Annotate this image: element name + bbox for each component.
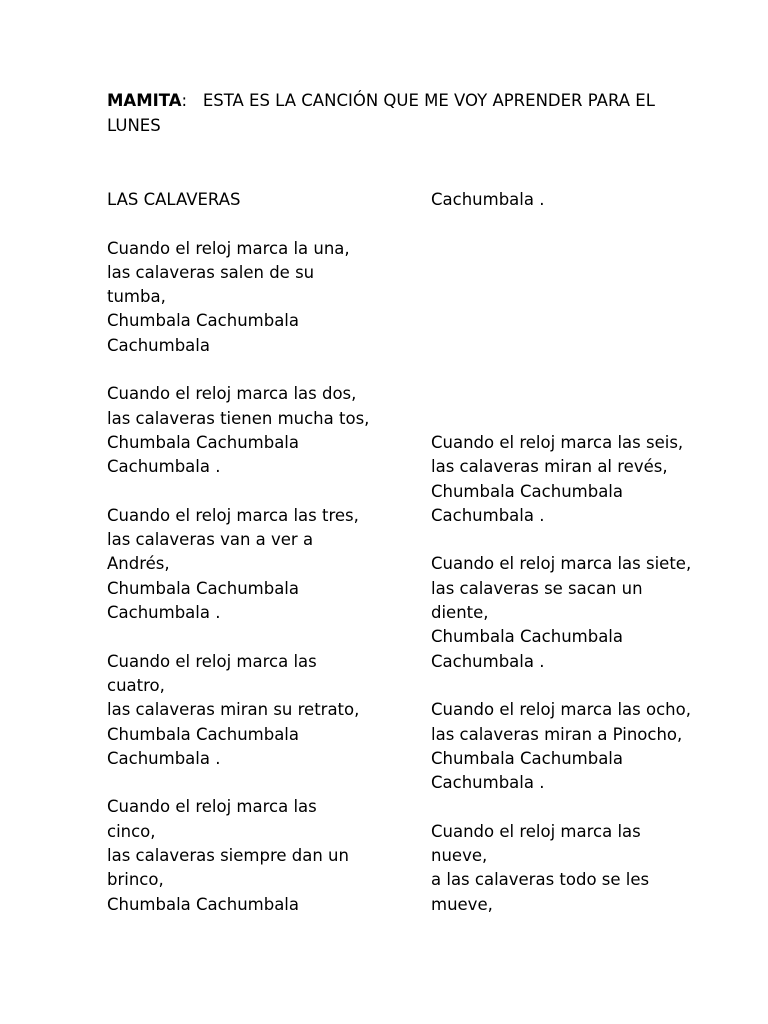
verse-line: las calaveras salen de su [107, 262, 315, 282]
spacer [107, 358, 392, 382]
verse-line: Cuando el reloj marca la una, [107, 238, 350, 258]
verse-line: mueve, [431, 894, 493, 914]
verse-line: Chumbala Cachumbala [107, 311, 300, 331]
verse-line: cuatro, [107, 675, 165, 695]
spacer [107, 625, 392, 649]
verse-line: Chumbala Cachumbala [107, 894, 300, 914]
spacer [431, 285, 726, 309]
left-column [107, 188, 392, 917]
spacer [431, 407, 726, 431]
verse-line: las calaveras miran a Pinocho, [431, 724, 683, 744]
verse-line: Cuando el reloj marca las siete, [431, 554, 692, 574]
stanza-cinco [107, 795, 392, 916]
verse-line: cinco, [107, 821, 156, 841]
page-heading [107, 89, 707, 138]
verse-line: Cuando el reloj marca las ocho, [431, 700, 691, 720]
heading-text: ESTA ES LA CANCIÓN QUE ME VOY APRENDER PARA EL [202, 91, 655, 110]
stanza-siete [431, 552, 726, 673]
heading-lead: MAMITA [107, 91, 182, 110]
verse-line: Chumbala Cachumbala [431, 627, 624, 647]
spacer [431, 212, 726, 236]
verse-line: las calaveras siempre dan un [107, 846, 349, 866]
stanza-tres [107, 504, 392, 625]
verse-line: Cachumbala . [107, 603, 221, 623]
spacer [431, 674, 726, 698]
song-title: LAS CALAVERAS [107, 190, 241, 209]
spacer [431, 358, 726, 382]
heading-text-2: LUNES [107, 115, 161, 135]
verse-line: Cuando el reloj marca las seis, [431, 432, 684, 452]
verse-line: Cuando el reloj marca las [107, 651, 317, 671]
stanza-cuatro [107, 650, 392, 771]
verse-line: Chumbala Cachumbala [431, 481, 624, 501]
continued-line: Cachumbala . [431, 190, 545, 209]
spacer [431, 309, 726, 333]
spacer [431, 382, 726, 406]
heading-colon: : [181, 91, 188, 110]
verse-line: las calaveras van a ver a [107, 530, 314, 550]
stanza-dos [107, 382, 392, 479]
verse-line: Chumbala Cachumbala [107, 724, 300, 744]
spacer [107, 480, 392, 504]
verse-line: Cachumbala . [431, 505, 545, 525]
right-column [431, 188, 726, 917]
verse-line: Cachumbala [107, 335, 210, 355]
spacer [431, 528, 726, 552]
verse-line: nueve, [431, 846, 488, 866]
verse-line: Cuando el reloj marca las [107, 797, 317, 817]
verse-line: las calaveras tienen mucha tos, [107, 408, 370, 428]
verse-line: diente, [431, 603, 489, 623]
spacer [431, 261, 726, 285]
spacer [431, 334, 726, 358]
verse-line: brinco, [107, 870, 164, 890]
spacer [107, 771, 392, 795]
verse-line: Cuando el reloj marca las [431, 821, 641, 841]
stanza-seis [431, 431, 726, 528]
stanza-nueve [431, 820, 726, 917]
verse-line: Cachumbala . [107, 457, 221, 477]
verse-line: a las calaveras todo se les [431, 870, 650, 890]
verse-line: tumba, [107, 287, 166, 307]
verse-line: Cachumbala . [107, 748, 221, 768]
verse-line: Cachumbala . [431, 651, 545, 671]
verse-line: las calaveras miran su retrato, [107, 700, 360, 720]
verse-line: Chumbala Cachumbala [107, 432, 300, 452]
verse-line: las calaveras se sacan un [431, 578, 643, 598]
verse-line: Cuando el reloj marca las tres, [107, 505, 359, 525]
verse-line: Cachumbala . [431, 773, 545, 793]
spacer [431, 237, 726, 261]
stanza-una [107, 237, 392, 358]
verse-line: Chumbala Cachumbala [431, 748, 624, 768]
spacer [107, 212, 392, 236]
verse-line: las calaveras miran al revés, [431, 457, 668, 477]
verse-line: Chumbala Cachumbala [107, 578, 300, 598]
spacer [431, 795, 726, 819]
stanza-ocho [431, 698, 726, 795]
verse-line: Andrés, [107, 554, 170, 574]
verse-line: Cuando el reloj marca las dos, [107, 384, 357, 404]
